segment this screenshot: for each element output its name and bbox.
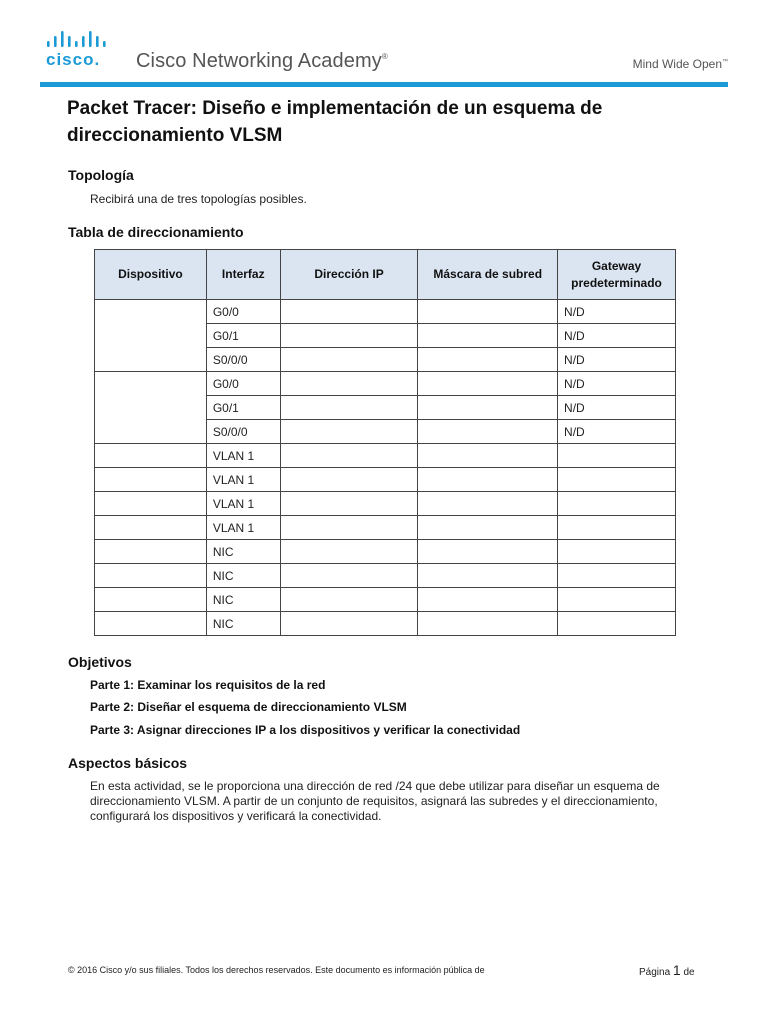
cell-direccion-ip <box>280 492 418 516</box>
cell-dispositivo <box>95 516 207 540</box>
cell-gateway <box>558 588 676 612</box>
cisco-wordmark: cisco. <box>46 50 101 69</box>
heading-tabla: Tabla de direccionamiento <box>68 224 244 240</box>
page-label: Página <box>639 967 671 978</box>
cell-interfaz: VLAN 1 <box>206 516 280 540</box>
table-row <box>95 372 676 396</box>
table-row <box>95 516 676 540</box>
page-indicator <box>639 962 695 978</box>
cell-dispositivo <box>95 300 207 372</box>
table-row <box>95 540 676 564</box>
cell-gateway: N/D <box>558 372 676 396</box>
cell-mascara <box>418 372 558 396</box>
cell-direccion-ip <box>280 588 418 612</box>
cell-gateway: N/D <box>558 396 676 420</box>
cell-interfaz: NIC <box>206 588 280 612</box>
cell-interfaz: VLAN 1 <box>206 444 280 468</box>
cell-gateway: N/D <box>558 420 676 444</box>
cell-direccion-ip <box>280 468 418 492</box>
objetivo-item: Parte 1: Examinar los requisitos de la red <box>90 678 326 692</box>
document-title: Packet Tracer: Diseño e implementación de un esquema de direccionamiento VLSM <box>67 98 603 146</box>
footer-copyright: © 2016 Cisco y/o sus filiales. Todos los derechos reservados. Este documento es información pública de <box>68 965 485 975</box>
col-dispositivo: Dispositivo <box>95 250 207 300</box>
cell-gateway <box>558 516 676 540</box>
cell-direccion-ip <box>280 612 418 636</box>
cell-interfaz: VLAN 1 <box>206 468 280 492</box>
cell-mascara <box>418 444 558 468</box>
page-of: de <box>683 967 695 978</box>
cell-interfaz: NIC <box>206 612 280 636</box>
cell-mascara <box>418 468 558 492</box>
cell-dispositivo <box>95 468 207 492</box>
cell-direccion-ip <box>280 564 418 588</box>
cell-mascara <box>418 492 558 516</box>
cell-direccion-ip <box>280 300 418 324</box>
cell-direccion-ip <box>280 420 418 444</box>
cell-dispositivo <box>95 444 207 468</box>
cell-gateway <box>558 492 676 516</box>
table-header-row <box>95 250 676 300</box>
cell-interfaz: NIC <box>206 540 280 564</box>
cell-mascara <box>418 396 558 420</box>
cell-interfaz: G0/1 <box>206 324 280 348</box>
aspectos-line: direccionamiento VLSM. A partir de un conjunto de requisitos, asignará las subredes y el direccionamiento, <box>90 794 658 808</box>
cell-gateway <box>558 612 676 636</box>
table-body <box>95 300 676 636</box>
aspectos-line: configurará los dispositivos y verificará la conectividad. <box>90 809 382 823</box>
table-row <box>95 300 676 324</box>
cell-interfaz: G0/0 <box>206 300 280 324</box>
cell-direccion-ip <box>280 444 418 468</box>
cell-dispositivo <box>95 492 207 516</box>
cell-interfaz: G0/1 <box>206 396 280 420</box>
cell-gateway <box>558 444 676 468</box>
table-row <box>95 564 676 588</box>
cell-gateway <box>558 564 676 588</box>
cell-gateway <box>558 468 676 492</box>
cell-dispositivo <box>95 372 207 444</box>
cell-interfaz: G0/0 <box>206 372 280 396</box>
col-mascara: Máscara de subred <box>418 250 558 300</box>
cell-gateway: N/D <box>558 324 676 348</box>
cell-mascara <box>418 300 558 324</box>
heading-objetivos: Objetivos <box>68 654 132 670</box>
cell-mascara <box>418 348 558 372</box>
heading-topologia: Topología <box>68 167 134 183</box>
cell-mascara <box>418 588 558 612</box>
aspectos-line: En esta actividad, se le proporciona una dirección de red /24 que debe utilizar para diseñar un esquema de <box>90 779 660 793</box>
table-row <box>95 612 676 636</box>
cell-interfaz: VLAN 1 <box>206 492 280 516</box>
addressing-table <box>94 249 676 636</box>
cell-dispositivo <box>95 588 207 612</box>
col-gateway: Gateway predeterminado <box>558 250 676 300</box>
cell-direccion-ip <box>280 348 418 372</box>
cell-interfaz: NIC <box>206 564 280 588</box>
header-rule <box>40 82 728 87</box>
col-interfaz: Interfaz <box>206 250 280 300</box>
cell-dispositivo <box>95 564 207 588</box>
cell-mascara <box>418 420 558 444</box>
heading-aspectos: Aspectos básicos <box>68 755 188 771</box>
cell-dispositivo <box>95 612 207 636</box>
cell-interfaz: S0/0/0 <box>206 348 280 372</box>
table-row <box>95 588 676 612</box>
table-row <box>95 492 676 516</box>
cell-mascara <box>418 564 558 588</box>
cisco-logo <box>46 30 116 72</box>
cisco-bars-icon <box>46 30 116 50</box>
table-row <box>95 468 676 492</box>
cell-mascara <box>418 516 558 540</box>
table-row <box>95 444 676 468</box>
objetivo-item: Parte 2: Diseñar el esquema de direccionamiento VLSM <box>90 700 407 714</box>
cell-mascara <box>418 612 558 636</box>
cell-direccion-ip <box>280 372 418 396</box>
page-header <box>0 0 768 88</box>
cell-gateway <box>558 540 676 564</box>
cell-direccion-ip <box>280 396 418 420</box>
academy-name: Cisco Networking Academy® <box>136 50 388 72</box>
cell-mascara <box>418 324 558 348</box>
cell-gateway: N/D <box>558 348 676 372</box>
cell-mascara <box>418 540 558 564</box>
topologia-text: Recibirá una de tres topologías posibles. <box>90 192 307 206</box>
cell-direccion-ip <box>280 516 418 540</box>
cell-gateway: N/D <box>558 300 676 324</box>
col-direccion-ip: Dirección IP <box>280 250 418 300</box>
cell-direccion-ip <box>280 540 418 564</box>
cell-interfaz: S0/0/0 <box>206 420 280 444</box>
page-number: 1 <box>672 962 681 978</box>
cell-direccion-ip <box>280 324 418 348</box>
cell-dispositivo <box>95 540 207 564</box>
tagline: Mind Wide Open™ <box>632 57 728 71</box>
objetivo-item: Parte 3: Asignar direcciones IP a los dispositivos y verificar la conectividad <box>90 723 521 737</box>
